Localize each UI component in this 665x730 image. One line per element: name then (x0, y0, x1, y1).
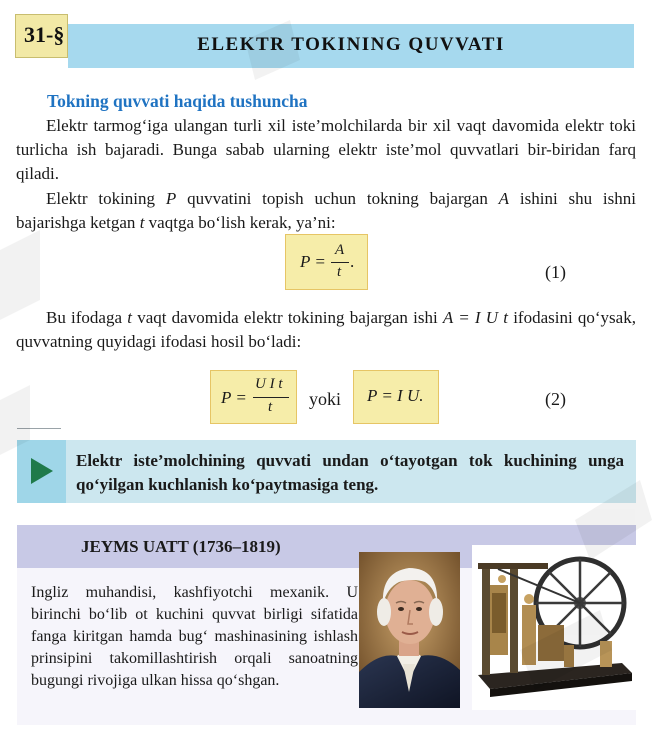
portrait-image (359, 552, 460, 708)
formula-lhs: P = (300, 252, 326, 271)
key-statement: Elektr iste’molchining quvvati undan o‘tayotgan tok kuchining unga qo‘yilgan kuchlanish ko‘paytmasiga teng. (76, 451, 624, 494)
connector-word: yoki (309, 389, 342, 409)
formula-expression: P = I U. (367, 386, 424, 405)
symbol-A: A (498, 189, 510, 208)
formula-denominator: t (337, 264, 342, 280)
steam-engine-illustration (472, 545, 637, 710)
fraction-bar (331, 262, 349, 263)
divider (17, 428, 61, 429)
symbol-t: t (127, 308, 132, 327)
text-run: vaqt davomida elektr tokining bajargan ishi (131, 308, 443, 327)
inline-formula: A = I U t (442, 308, 508, 327)
fraction-bar (253, 397, 289, 398)
text-run: ishini shu ishni bajarishga ketgan (16, 189, 636, 232)
biography-title: JEYMS UATT (1736–1819) (81, 537, 281, 556)
text-run: Elektr tokining (46, 189, 166, 208)
title-bar (68, 24, 634, 68)
symbol-P: P (165, 189, 177, 208)
biography-text: Ingliz muhandisi, kashfiyotchi mexanik. U birinchi bo‘lib ot kuchini quvvat birligi sifatida fanga kiritgan hamda bug‘ mashinasining ishlash prinsipini takomillashtirish orqali sanoatning bugungi rivojiga ulkan hissa qo‘shgan. (31, 584, 358, 689)
text-run: vaqtga bo‘lish kerak, ya’ni: (144, 213, 336, 232)
text-run: quvvatini topish uchun tokning bajargan (176, 189, 499, 208)
formula-tail: . (350, 252, 355, 271)
steam-engine-image (472, 545, 637, 710)
formula-lhs: P = (221, 388, 247, 407)
formula-box-2 (210, 370, 297, 424)
equation-number-1: (1) (545, 262, 566, 282)
portrait-illustration (359, 552, 460, 708)
text-run: Bu ifodaga (46, 308, 128, 327)
paragraph-substitution (16, 306, 636, 354)
key-marker (17, 440, 66, 503)
subheading: Tokning quvvati haqida tushuncha (47, 91, 308, 111)
formula-box-1 (285, 234, 368, 290)
formula-denominator: t (268, 399, 273, 415)
symbol-t: t (139, 213, 145, 232)
formula-numerator: U I t (255, 376, 283, 392)
text-run: ifodasini qo‘ysak, quvvatning quyidagi ifodasi hosil bo‘ladi: (16, 308, 636, 351)
section-badge (15, 14, 68, 58)
key-statement-box (17, 440, 636, 503)
section-number: 31-§ (24, 22, 65, 47)
play-arrow-icon (31, 458, 53, 484)
equation-number-2: (2) (545, 389, 566, 409)
formula-numerator: A (335, 242, 345, 258)
formula-box-3 (353, 370, 439, 424)
paragraph-intro: Elektr tarmog‘iga ulangan turli xil iste’molchilarda bir xil vaqt davomida elektr toki turlicha ish bajaradi. Bunga sabab ularning elektr iste’mol quvvatlari bir-biridan farq qiladi. (16, 116, 636, 183)
page-title: ELEKTR TOKINING QUVVATI (197, 34, 505, 55)
paragraph-definition (16, 187, 636, 235)
